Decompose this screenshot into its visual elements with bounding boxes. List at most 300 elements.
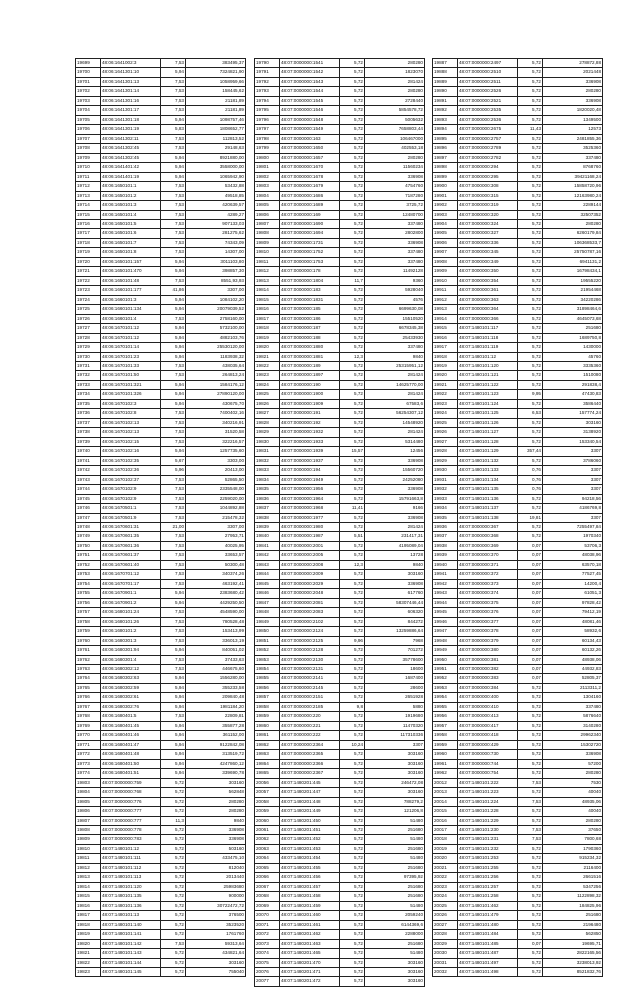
rate-cell: 5,72: [518, 911, 543, 920]
table-row: [433, 513, 603, 522]
value-cell: 25750787,16: [543, 248, 603, 257]
value-cell: 1257735,60: [186, 447, 246, 456]
rate-cell: 5,72: [518, 437, 543, 446]
value-cell: 48081,46: [543, 617, 603, 626]
rate-cell: 5,72: [161, 949, 186, 958]
value-cell: 434821,64: [186, 949, 246, 958]
row-number-cell: 19895: [433, 134, 458, 143]
cadastral-number-cell: 48:07:0000000:336: [458, 238, 518, 247]
rate-cell: 5,72: [518, 740, 543, 749]
value-cell: 112813,52: [186, 134, 246, 143]
rate-cell: 5,72: [518, 892, 543, 901]
value-cell: 60134,43: [543, 636, 603, 645]
table-row: [433, 712, 603, 721]
table-row: [76, 750, 246, 759]
table-row: [433, 807, 603, 816]
cadastral-number-cell: 48:07:1480101:118: [458, 333, 518, 342]
row-number-cell: 19813: [255, 276, 280, 285]
cadastral-number-cell: 48:07:0000000:187: [280, 324, 340, 333]
cadastral-number-cell: 48:06:1670102:15: [101, 437, 161, 446]
value-cell: 280280: [186, 807, 246, 816]
rate-cell: 5,94: [161, 267, 186, 276]
rate-cell: 5,72: [340, 731, 365, 740]
rate-cell: 5,94: [161, 702, 186, 711]
value-cell: 355877,28: [186, 721, 246, 730]
value-cell: 2651928: [365, 693, 425, 702]
rate-cell: 7,53: [161, 579, 186, 588]
row-number-cell: 19727: [76, 324, 101, 333]
row-number-cell: 20067: [255, 882, 280, 891]
table-row: [433, 409, 603, 418]
value-cell: 5928040: [365, 286, 425, 295]
table-row: [76, 835, 246, 844]
cadastral-number-cell: 48:07:0000000:768: [101, 788, 161, 797]
table-row: [433, 447, 603, 456]
row-number-cell: 19725: [76, 305, 101, 314]
rate-cell: 5,72: [340, 551, 365, 560]
value-cell: 4186769,8: [543, 504, 603, 513]
cadastral-number-cell: 48:06:1680401:51: [101, 769, 161, 778]
rate-cell: 5,72: [161, 788, 186, 797]
rate-cell: 5,72: [161, 825, 186, 834]
row-number-cell: 19765: [76, 683, 101, 692]
row-number-cell: 19705: [76, 115, 101, 124]
row-number-cell: 19892: [433, 106, 458, 115]
value-cell: 59313,64: [186, 939, 246, 948]
value-cell: 9840: [365, 560, 425, 569]
table-row: [255, 68, 425, 77]
row-number-cell: 19796: [255, 115, 280, 124]
table-row: [433, 286, 603, 295]
value-cell: 5005632: [365, 115, 425, 124]
row-number-cell: 19711: [76, 172, 101, 181]
table-row: [76, 352, 246, 361]
value-cell: 7968: [365, 636, 425, 645]
table-row: [76, 816, 246, 825]
value-cell: 336908: [365, 456, 425, 465]
cadastral-number-cell: 48:07:1480201:472: [280, 977, 340, 986]
rate-cell: 21,00: [161, 522, 186, 531]
value-cell: 383495,37: [186, 59, 246, 68]
rate-cell: 5,94: [161, 750, 186, 759]
row-number-cell: 19902: [433, 201, 458, 210]
table-row: [433, 257, 603, 266]
row-number-cell: 19830: [255, 437, 280, 446]
table-row: [433, 267, 603, 276]
row-number-cell: 20019: [433, 844, 458, 853]
table-row: [255, 674, 425, 683]
row-number-cell: 19758: [76, 617, 101, 626]
rate-cell: 5,72: [518, 295, 543, 304]
table-row: [76, 579, 246, 588]
cadastral-number-cell: 48:06:1650101:3: [101, 201, 161, 210]
rate-cell: 7,53: [161, 276, 186, 285]
rate-cell: 11,43: [518, 125, 543, 134]
table-row: [76, 201, 246, 210]
rate-cell: 5,72: [340, 295, 365, 304]
row-number-cell: 19724: [76, 295, 101, 304]
value-cell: 1687400: [365, 674, 425, 683]
cadastral-number-cell: 48:07:0000000:2497: [458, 59, 518, 68]
table-row: [433, 238, 603, 247]
table-row: [433, 797, 603, 806]
value-cell: 1823070: [365, 68, 425, 77]
row-number-cell: 19894: [433, 125, 458, 134]
value-cell: 14548920: [365, 418, 425, 427]
table-row: [433, 873, 603, 882]
rate-cell: 5,72: [340, 608, 365, 617]
cadastral-number-cell: 48:07:0000000:349: [458, 257, 518, 266]
value-cell: 7400402,16: [186, 409, 246, 418]
table-row: [255, 807, 425, 816]
cadastral-number-cell: 48:07:0000000:744: [458, 759, 518, 768]
table-row: [76, 68, 246, 77]
table-row: [255, 286, 425, 295]
table-row: [433, 191, 603, 200]
row-number-cell: 19842: [255, 551, 280, 560]
rate-cell: 5,72: [518, 182, 543, 191]
table-row: [76, 522, 246, 531]
table-row: [76, 721, 246, 730]
value-cell: 6260179,84: [543, 229, 603, 238]
row-number-cell: 19858: [255, 702, 280, 711]
cadastral-number-cell: 48:07:1480201:471: [280, 968, 340, 977]
value-cell: 19695,71: [543, 939, 603, 948]
rate-cell: 0,07: [518, 608, 543, 617]
value-cell: 5880: [365, 702, 425, 711]
rate-cell: 5,72: [518, 153, 543, 162]
row-number-cell: 20027: [433, 920, 458, 929]
table-row: [255, 702, 425, 711]
table-row: [433, 87, 603, 96]
cadastral-number-cell: 48:07:0000000:2001: [280, 541, 340, 550]
cadastral-number-cell: 48:07:0000000:1937: [280, 456, 340, 465]
rate-cell: 5,94: [161, 305, 186, 314]
rate-cell: 5,72: [518, 380, 543, 389]
table-row: [255, 144, 425, 153]
rate-cell: 7,53: [161, 475, 186, 484]
value-cell: 788279,2: [365, 797, 425, 806]
table-row: [76, 778, 246, 787]
value-cell: 1349500: [543, 115, 603, 124]
rate-cell: 7,53: [161, 617, 186, 626]
rate-cell: 5,72: [340, 428, 365, 437]
cadastral-number-cell: 48:07:1480101:135: [458, 485, 518, 494]
table-row: [255, 930, 425, 939]
table-row: [433, 219, 603, 228]
cadastral-number-cell: 48:07:1480201:455: [280, 863, 340, 872]
cadastral-number-cell: 48:07:0000000:730: [458, 750, 518, 759]
row-number-cell: 19752: [76, 560, 101, 569]
table-row: [255, 541, 425, 550]
rate-cell: 5,72: [340, 844, 365, 853]
value-cell: 280280: [365, 153, 425, 162]
value-cell: 31520,58: [186, 428, 246, 437]
cadastral-number-cell: 48:07:1480101:134: [458, 475, 518, 484]
cadastral-number-cell: 48:07:0000000:1880: [280, 343, 340, 352]
rate-cell: 5,72: [340, 68, 365, 77]
row-number-cell: 19713: [76, 191, 101, 200]
row-number-cell: 19947: [433, 627, 458, 636]
rate-cell: 0,07: [518, 617, 543, 626]
rate-cell: 5,94: [161, 295, 186, 304]
rate-cell: 0,07: [518, 560, 543, 569]
table-row: [76, 248, 246, 257]
table-row: [76, 134, 246, 143]
cadastral-number-cell: 48:06:1650101:48: [101, 276, 161, 285]
value-cell: 37433,63: [186, 655, 246, 664]
table-row: [255, 627, 425, 636]
value-cell: 1430000: [543, 343, 603, 352]
rate-cell: 5,67: [161, 456, 186, 465]
cadastral-number-cell: 48:07:0000000:191: [280, 409, 340, 418]
cadastral-number-cell: 48:07:0000000:371: [458, 560, 518, 569]
rate-cell: 0,07: [518, 674, 543, 683]
rate-cell: 5,72: [518, 333, 543, 342]
row-number-cell: 19800: [255, 153, 280, 162]
table-row: [76, 333, 246, 342]
cadastral-number-cell: 48:07:0000000:363: [458, 295, 518, 304]
value-cell: 61051,3: [543, 589, 603, 598]
rate-cell: 5,72: [518, 238, 543, 247]
cadastral-number-cell: 48:07:1480101:125: [458, 409, 518, 418]
row-number-cell: 19903: [433, 210, 458, 219]
rate-cell: 5,72: [340, 182, 365, 191]
table-row: [255, 172, 425, 181]
table-row: [433, 844, 603, 853]
value-cell: 57200: [543, 759, 603, 768]
cadastral-number-cell: 48:07:1480101:498: [458, 968, 518, 977]
cadastral-number-cell: 48:06:1680401:48: [101, 750, 161, 759]
rate-cell: 5,72: [340, 333, 365, 342]
row-number-cell: 19827: [255, 409, 280, 418]
rate-cell: 5,94: [161, 172, 186, 181]
table-row: [433, 646, 603, 655]
value-cell: 58307446,44: [365, 598, 425, 607]
cadastral-number-cell: 48:07:0000000:1543: [280, 77, 340, 86]
row-number-cell: 19726: [76, 314, 101, 323]
rate-cell: 5,72: [340, 939, 365, 948]
value-cell: 39421168,24: [543, 172, 603, 181]
table-row: [255, 219, 425, 228]
cadastral-number-cell: 48:06:1650101:6: [101, 229, 161, 238]
cadastral-number-cell: 48:07:1480101:111: [101, 854, 161, 863]
row-number-cell: 20025: [433, 901, 458, 910]
table-row: [76, 267, 246, 276]
table-row: [433, 106, 603, 115]
rate-cell: 5,72: [340, 390, 365, 399]
rate-cell: 5,72: [518, 371, 543, 380]
cadastral-number-cell: 48:07:0000000:2526: [458, 87, 518, 96]
value-cell: 67583,6: [365, 399, 425, 408]
rate-cell: 5,72: [518, 930, 543, 939]
row-number-cell: 19764: [76, 674, 101, 683]
rate-cell: 5,72: [340, 77, 365, 86]
row-number-cell: 19704: [76, 106, 101, 115]
value-cell: 562850: [543, 930, 603, 939]
row-number-cell: 19731: [76, 362, 101, 371]
cadastral-number-cell: 48:07:1480101:123: [458, 390, 518, 399]
cadastral-number-cell: 48:06:1670102:13: [101, 418, 161, 427]
cadastral-number-cell: 48:07:1480201:463: [280, 939, 340, 948]
row-number-cell: 20013: [433, 788, 458, 797]
row-number-cell: 19926: [433, 428, 458, 437]
row-number-cell: 20065: [255, 863, 280, 872]
row-number-cell: 19708: [76, 144, 101, 153]
rate-cell: 7,53: [161, 665, 186, 674]
rate-cell: 5,72: [340, 172, 365, 181]
value-cell: 15510520: [365, 314, 425, 323]
value-cell: 280280: [365, 87, 425, 96]
cadastral-number-cell: 48:07:1480101:122: [458, 380, 518, 389]
cadastral-number-cell: 48:07:0000000:2048: [280, 589, 340, 598]
rate-cell: 5,72: [340, 721, 365, 730]
row-number-cell: 19910: [433, 276, 458, 285]
table-row: [76, 712, 246, 721]
row-number-cell: 19912: [433, 295, 458, 304]
table-row: [255, 522, 425, 531]
value-cell: 430675,70: [186, 399, 246, 408]
cadastral-number-cell: 48:07:0000000:350: [458, 267, 518, 276]
cadastral-number-cell: 48:07:0000000:783: [101, 835, 161, 844]
cadastral-number-cell: 48:07:0000000:190: [280, 380, 340, 389]
value-cell: 9840: [186, 816, 246, 825]
row-number-cell: 19809: [76, 835, 101, 844]
cadastral-number-cell: 48:07:1480101:126: [458, 418, 518, 427]
table-row: [255, 665, 425, 674]
value-cell: 13259886,64: [365, 627, 425, 636]
value-cell: 606320: [365, 608, 425, 617]
row-number-cell: 19860: [255, 721, 280, 730]
table-row: [255, 977, 425, 986]
cadastral-number-cell: 48:06:1680302:63: [101, 674, 161, 683]
rate-cell: 5,94: [161, 769, 186, 778]
value-cell: 51480: [365, 816, 425, 825]
row-number-cell: 19934: [433, 504, 458, 513]
cadastral-number-cell: 48:07:1480201:458: [280, 892, 340, 901]
table-row: [255, 238, 425, 247]
rate-cell: 5,94: [161, 674, 186, 683]
value-cell: 8768760: [543, 163, 603, 172]
cadastral-number-cell: 48:06:1641301:14: [101, 87, 161, 96]
rate-cell: 5,72: [340, 579, 365, 588]
table-row: [255, 352, 425, 361]
value-cell: 7658803,44: [365, 125, 425, 134]
rate-cell: 5,72: [518, 248, 543, 257]
table-row: [76, 59, 246, 68]
rate-cell: 7,53: [161, 210, 186, 219]
value-cell: 5876640: [543, 712, 603, 721]
table-row: [76, 598, 246, 607]
rate-cell: 7,53: [161, 627, 186, 636]
row-number-cell: 19951: [433, 665, 458, 674]
table-row: [433, 693, 603, 702]
table-row: [433, 134, 603, 143]
row-number-cell: 19954: [433, 693, 458, 702]
cadastral-number-cell: 48:06:1660101:177: [101, 286, 161, 295]
table-row: [433, 740, 603, 749]
value-cell: 3558000,00: [186, 163, 246, 172]
value-cell: 24252080: [365, 475, 425, 484]
cadastral-number-cell: 48:07:0000000:369: [458, 541, 518, 550]
row-number-cell: 19916: [433, 333, 458, 342]
cadastral-number-cell: 48:07:0000000:2130: [280, 655, 340, 664]
rate-cell: 5,72: [518, 399, 543, 408]
cadastral-number-cell: 48:06:1680401:45: [101, 721, 161, 730]
value-cell: 313519,72: [186, 750, 246, 759]
rate-cell: 7,53: [518, 835, 543, 844]
cadastral-number-cell: 48:06:1670601:37: [101, 551, 161, 560]
value-cell: 2013440: [186, 873, 246, 882]
row-number-cell: 19944: [433, 598, 458, 607]
value-cell: 303160: [365, 977, 425, 986]
table-row: [433, 163, 603, 172]
row-number-cell: 19738: [76, 428, 101, 437]
rate-cell: 5,72: [340, 87, 365, 96]
table-row: [255, 343, 425, 352]
cadastral-number-cell: 48:06:1650101:8: [101, 248, 161, 257]
cadastral-number-cell: 48:06:1670501:1: [101, 504, 161, 513]
cadastral-number-cell: 48:06:1670102:3: [101, 399, 161, 408]
row-number-cell: 20060: [255, 816, 280, 825]
table-row: [76, 541, 246, 550]
cadastral-number-cell: 48:07:0000000:368: [458, 532, 518, 541]
rate-cell: 5,72: [340, 655, 365, 664]
value-cell: 25315951,12: [365, 362, 425, 371]
rate-cell: 5,72: [340, 807, 365, 816]
row-number-cell: 19952: [433, 674, 458, 683]
row-number-cell: 20074: [255, 949, 280, 958]
rate-cell: 5,72: [340, 589, 365, 598]
value-cell: 3011103,80: [186, 257, 246, 266]
value-cell: 322216,57: [186, 437, 246, 446]
cadastral-table-2: [254, 58, 425, 987]
cadastral-number-cell: 48:07:0000000:1881: [280, 352, 340, 361]
rate-cell: 7,53: [161, 229, 186, 238]
value-cell: 361152,00: [186, 731, 246, 740]
rate-cell: 0,76: [518, 485, 543, 494]
row-number-cell: 19828: [255, 418, 280, 427]
cadastral-number-cell: 48:07:1480101:128: [458, 437, 518, 446]
cadastral-number-cell: 48:07:1480201:457: [280, 882, 340, 891]
row-number-cell: 19823: [255, 371, 280, 380]
value-cell: 215478,32: [186, 513, 246, 522]
cadastral-number-cell: 48:06:1670601:40: [101, 560, 161, 569]
value-cell: 5854578,72: [365, 106, 425, 115]
rate-cell: 5,72: [340, 901, 365, 910]
value-cell: 11560234: [365, 163, 425, 172]
cadastral-number-cell: 48:07:0000000:410: [458, 702, 518, 711]
table-row: [433, 683, 603, 692]
value-cell: 1510080: [543, 371, 603, 380]
rate-cell: 5,72: [518, 134, 543, 143]
row-number-cell: 20026: [433, 911, 458, 920]
table-row: [255, 295, 425, 304]
value-cell: 31898464,6: [543, 305, 603, 314]
value-cell: 355233,58: [186, 683, 246, 692]
rate-cell: 5,72: [340, 191, 365, 200]
table-row: [76, 863, 246, 872]
row-number-cell: 19807: [76, 816, 101, 825]
table-row: [255, 191, 425, 200]
row-number-cell: 19699: [76, 59, 101, 68]
table-row: [255, 589, 425, 598]
value-cell: 32507352: [543, 210, 603, 219]
row-number-cell: 19932: [433, 485, 458, 494]
value-cell: 8521832,76: [543, 968, 603, 977]
cadastral-number-cell: 48:07:1480201:447: [280, 788, 340, 797]
row-number-cell: 19813: [76, 873, 101, 882]
